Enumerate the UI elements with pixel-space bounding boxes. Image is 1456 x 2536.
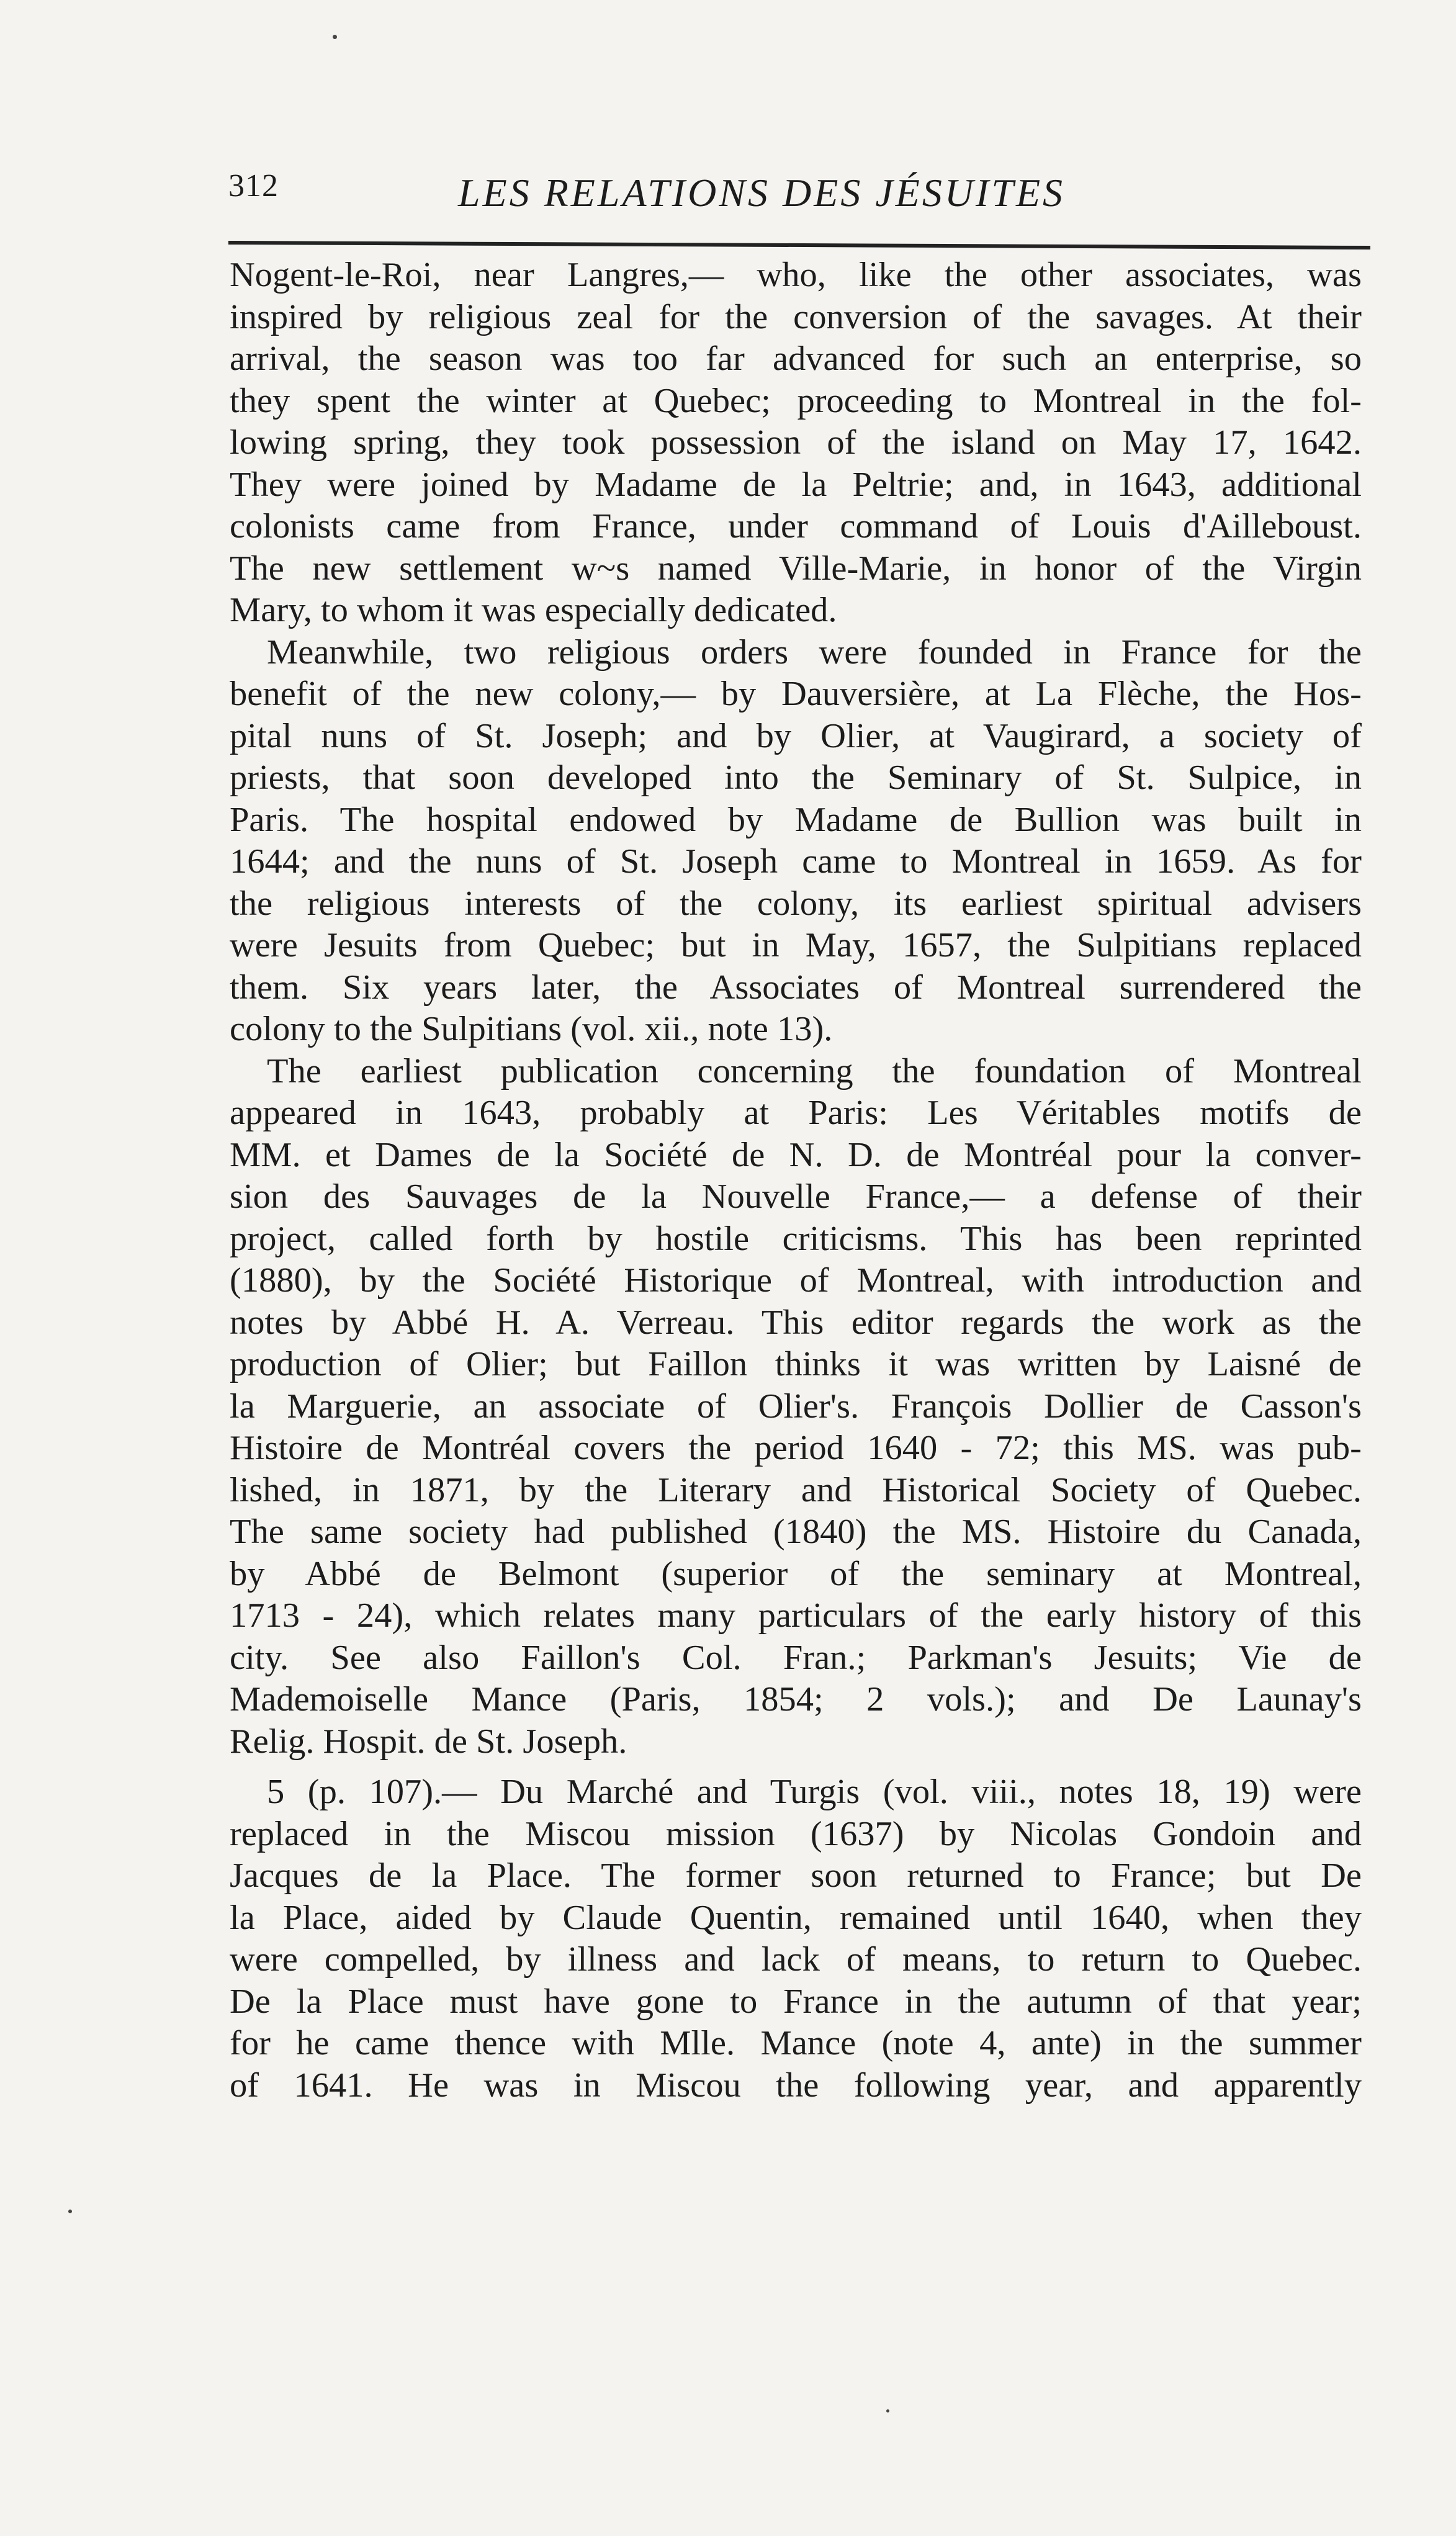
paragraph-gap <box>230 1763 1362 1771</box>
text-line: of 1641. He was in Miscou the following year, and apparently <box>230 2066 1362 2105</box>
text-line: project, called forth by hostile criticisms. This has been reprinted <box>230 1219 1362 1258</box>
text-line: Nogent-le-Roi, near Langres,— who, like the other associates, was <box>230 256 1362 294</box>
text-line: the religious interests of the colony, its earliest spiritual advisers <box>230 884 1362 923</box>
page-number: 312 <box>228 168 279 204</box>
text-line: They were joined by Madame de la Peltrie; and, in 1643, additional <box>230 465 1362 504</box>
text-line: notes by Abbé H. A. Verreau. This editor regards the work as the <box>230 1303 1362 1342</box>
text-line: Mademoiselle Mance (Paris, 1854; 2 vols.); and De Launay's <box>230 1680 1362 1719</box>
text-line: The new settlement w~s named Ville-Marie, in honor of the Virgin <box>230 549 1362 588</box>
text-line: by Abbé de Belmont (superior of the seminary at Montreal, <box>230 1554 1362 1593</box>
header-rule <box>228 241 1370 250</box>
running-title: LES RELATIONS DES JÉSUITES <box>458 171 1066 215</box>
text-line: lowing spring, they took possession of the island on May 17, 1642. <box>230 423 1362 462</box>
text-line: Histoire de Montréal covers the period 1640 - 72; this MS. was pub- <box>230 1429 1362 1467</box>
text-line: replaced in the Miscou mission (1637) by Nicolas Gondoin and <box>230 1814 1362 1853</box>
text-line: la Place, aided by Claude Quentin, remained until 1640, when they <box>230 1898 1362 1937</box>
page-header <box>228 163 1365 218</box>
text-line: 1713 - 24), which relates many particulars of the early history of this <box>230 1596 1362 1635</box>
text-line: pital nuns of St. Joseph; and by Olier, at Vaugirard, a society of <box>230 716 1362 755</box>
text-line: lished, in 1871, by the Literary and Historical Society of Quebec. <box>230 1470 1362 1509</box>
text-line: (1880), by the Société Historique of Montreal, with introduction and <box>230 1261 1362 1300</box>
text-line: were compelled, by illness and lack of means, to return to Quebec. <box>230 1940 1362 1979</box>
text-line: De la Place must have gone to France in the autumn of that year; <box>230 1982 1362 2021</box>
text-line: benefit of the new colony,— by Dauversière, at La Flèche, the Hos- <box>230 675 1362 713</box>
text-line: sion des Sauvages de la Nouvelle France,— a defense of their <box>230 1177 1362 1216</box>
text-line: inspired by religious zeal for the conversion of the savages. At their <box>230 297 1362 336</box>
text-line: for he came thence with Mlle. Mance (note 4, ante) in the summer <box>230 2024 1362 2062</box>
text-line: colony to the Sulpitians (vol. xii., note 13). <box>230 1010 833 1048</box>
print-speck <box>333 35 337 39</box>
text-line: The earliest publication concerning the foundation of Montreal <box>267 1051 1362 1090</box>
text-line: appeared in 1643, probably at Paris: Les Véritables motifs de <box>230 1094 1362 1132</box>
text-line: 1644; and the nuns of St. Joseph came to Montreal in 1659. As for <box>230 842 1362 881</box>
text-line: 5 (p. 107).— Du Marché and Turgis (vol. viii., notes 18, 19) were <box>267 1773 1362 1811</box>
text-line: Relig. Hospit. de St. Joseph. <box>230 1722 627 1761</box>
text-line: MM. et Dames de la Société de N. D. de Montréal pour la conver- <box>230 1135 1362 1174</box>
text-line: Meanwhile, two religious orders were founded in France for the <box>267 632 1362 672</box>
print-speck <box>886 2409 889 2412</box>
text-line: were Jesuits from Quebec; but in May, 1657, the Sulpitians replaced <box>230 926 1362 964</box>
text-line: The same society had published (1840) the MS. Histoire du Canada, <box>230 1513 1362 1551</box>
text-line: city. See also Faillon's Col. Fran.; Parkman's Jesuits; Vie de <box>230 1638 1362 1677</box>
text-line: priests, that soon developed into the Seminary of St. Sulpice, in <box>230 758 1362 797</box>
text-line: they spent the winter at Quebec; proceeding to Montreal in the fol- <box>230 381 1362 420</box>
text-line: Jacques de la Place. The former soon returned to France; but De <box>230 1856 1362 1895</box>
text-line: colonists came from France, under command of Louis d'Ailleboust. <box>230 507 1362 546</box>
text-line: arrival, the season was too far advanced for such an enterprise, so <box>230 339 1362 378</box>
text-line: Mary, to whom it was especially dedicated. <box>230 591 837 629</box>
text-line: Paris. The hospital endowed by Madame de Bullion was built in <box>230 800 1362 839</box>
print-speck <box>68 2210 72 2213</box>
text-line: them. Six years later, the Associates of Montreal surrendered the <box>230 968 1362 1007</box>
body-text <box>230 254 1362 2107</box>
text-line: production of Olier; but Faillon thinks it was written by Laisné de <box>230 1345 1362 1383</box>
text-line: la Marguerie, an associate of Olier's. François Dollier de Casson's <box>230 1387 1362 1426</box>
